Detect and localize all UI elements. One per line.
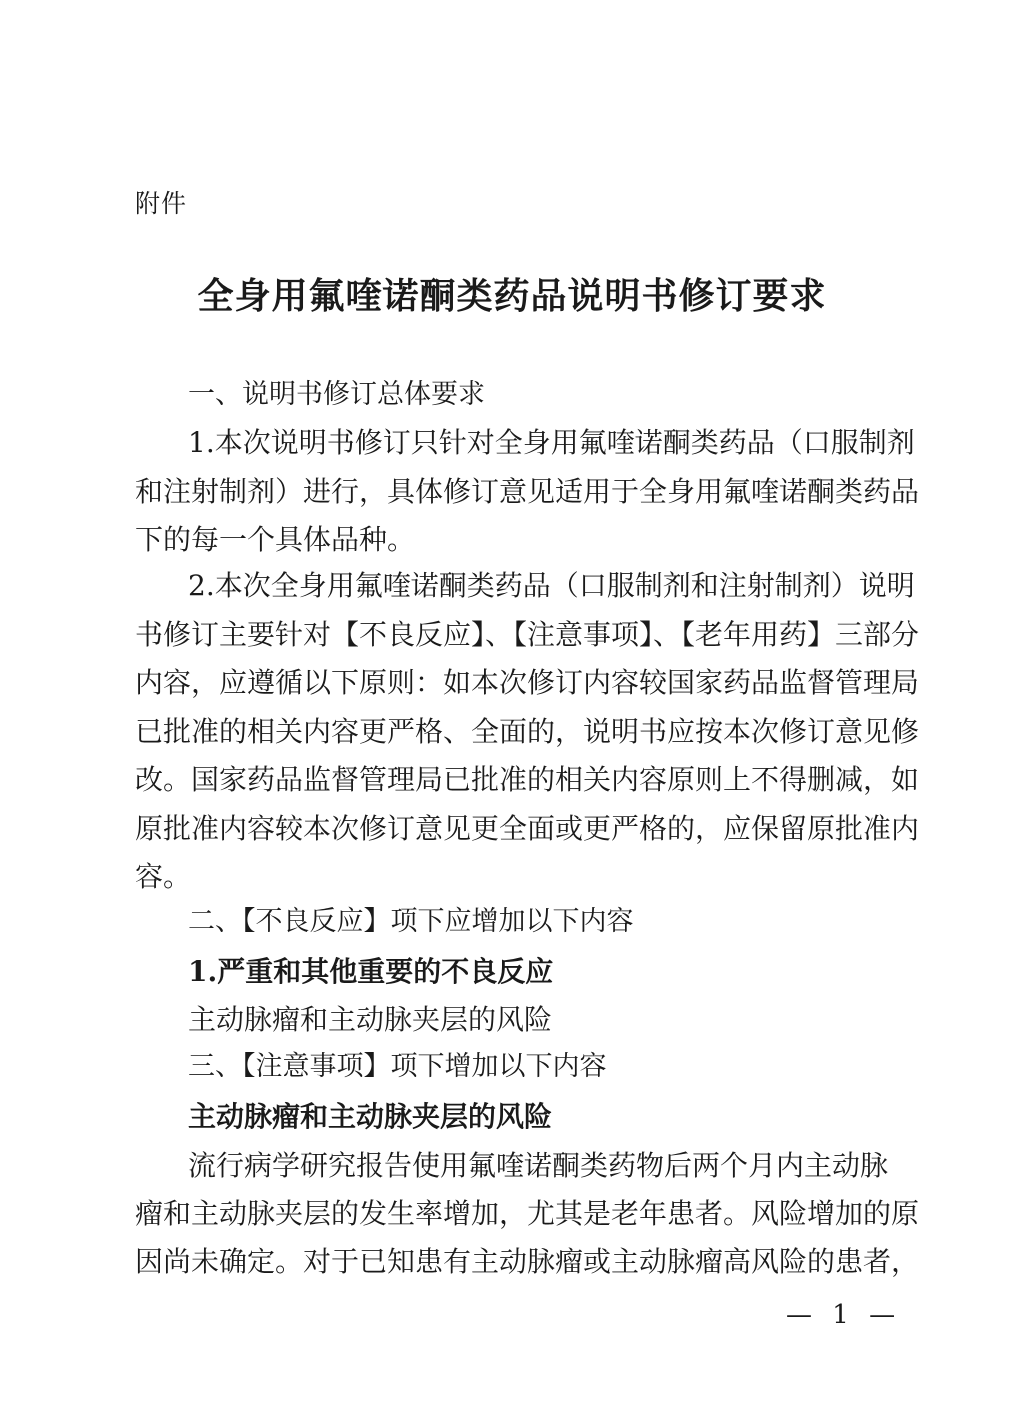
paragraph-1-line-2: 和注射制剂）进行，具体修订意见适用于全身用氟喹诺酮类药品 (135, 475, 920, 508)
paragraph-2-line-6: 原批准内容较本次修订意见更全面或更严格的，应保留原批准内 (135, 812, 920, 845)
section-3-heading: 三、【注意事项】项下增加以下内容 (188, 1051, 607, 1082)
paragraph-2-line-2: 书修订主要针对【不良反应】、【注意事项】、【老年用药】三部分 (135, 618, 920, 651)
paragraph-2-line-3: 内容，应遵循以下原则：如本次修订内容较国家药品监督管理局 (135, 666, 920, 699)
paragraph-1-line-3: 下的每一个具体品种。 (135, 523, 416, 556)
section-2-subheading: 1.严重和其他重要的不良反应 (188, 955, 554, 988)
annex-label: 附件 (135, 189, 188, 218)
paragraph-3-line-1: 流行病学研究报告使用氟喹诺酮类药物后两个月内主动脉 (188, 1149, 889, 1182)
paragraph-1-line-1: 1.本次说明书修订只针对全身用氟喹诺酮类药品（口服制剂 (188, 426, 915, 459)
section-1-heading: 一、说明书修订总体要求 (188, 379, 485, 410)
section-3-subheading: 主动脉瘤和主动脉夹层的风险 (188, 1100, 553, 1133)
paragraph-2-line-7: 容。 (135, 860, 192, 893)
paragraph-3-line-3: 因尚未确定。对于已知患有主动脉瘤或主动脉瘤高风险的患者， (135, 1245, 920, 1278)
section-2-text: 主动脉瘤和主动脉夹层的风险 (188, 1003, 553, 1036)
paragraph-3-line-2: 瘤和主动脉夹层的发生率增加，尤其是老年患者。风险增加的原 (135, 1197, 920, 1230)
section-2-heading: 二、【不良反应】项下应增加以下内容 (188, 906, 634, 937)
document-title: 全身用氟喹诺酮类药品说明书修订要求 (197, 275, 827, 317)
paragraph-2-line-5: 改。国家药品监督管理局已批准的相关内容原则上不得删减，如 (135, 763, 920, 796)
paragraph-2-line-4: 已批准的相关内容更严格、全面的，说明书应按本次修订意见修 (135, 715, 920, 748)
page-number: — 1 — (786, 1300, 902, 1330)
paragraph-2-line-1: 2.本次全身用氟喹诺酮类药品（口服制剂和注射制剂）说明 (188, 569, 915, 602)
